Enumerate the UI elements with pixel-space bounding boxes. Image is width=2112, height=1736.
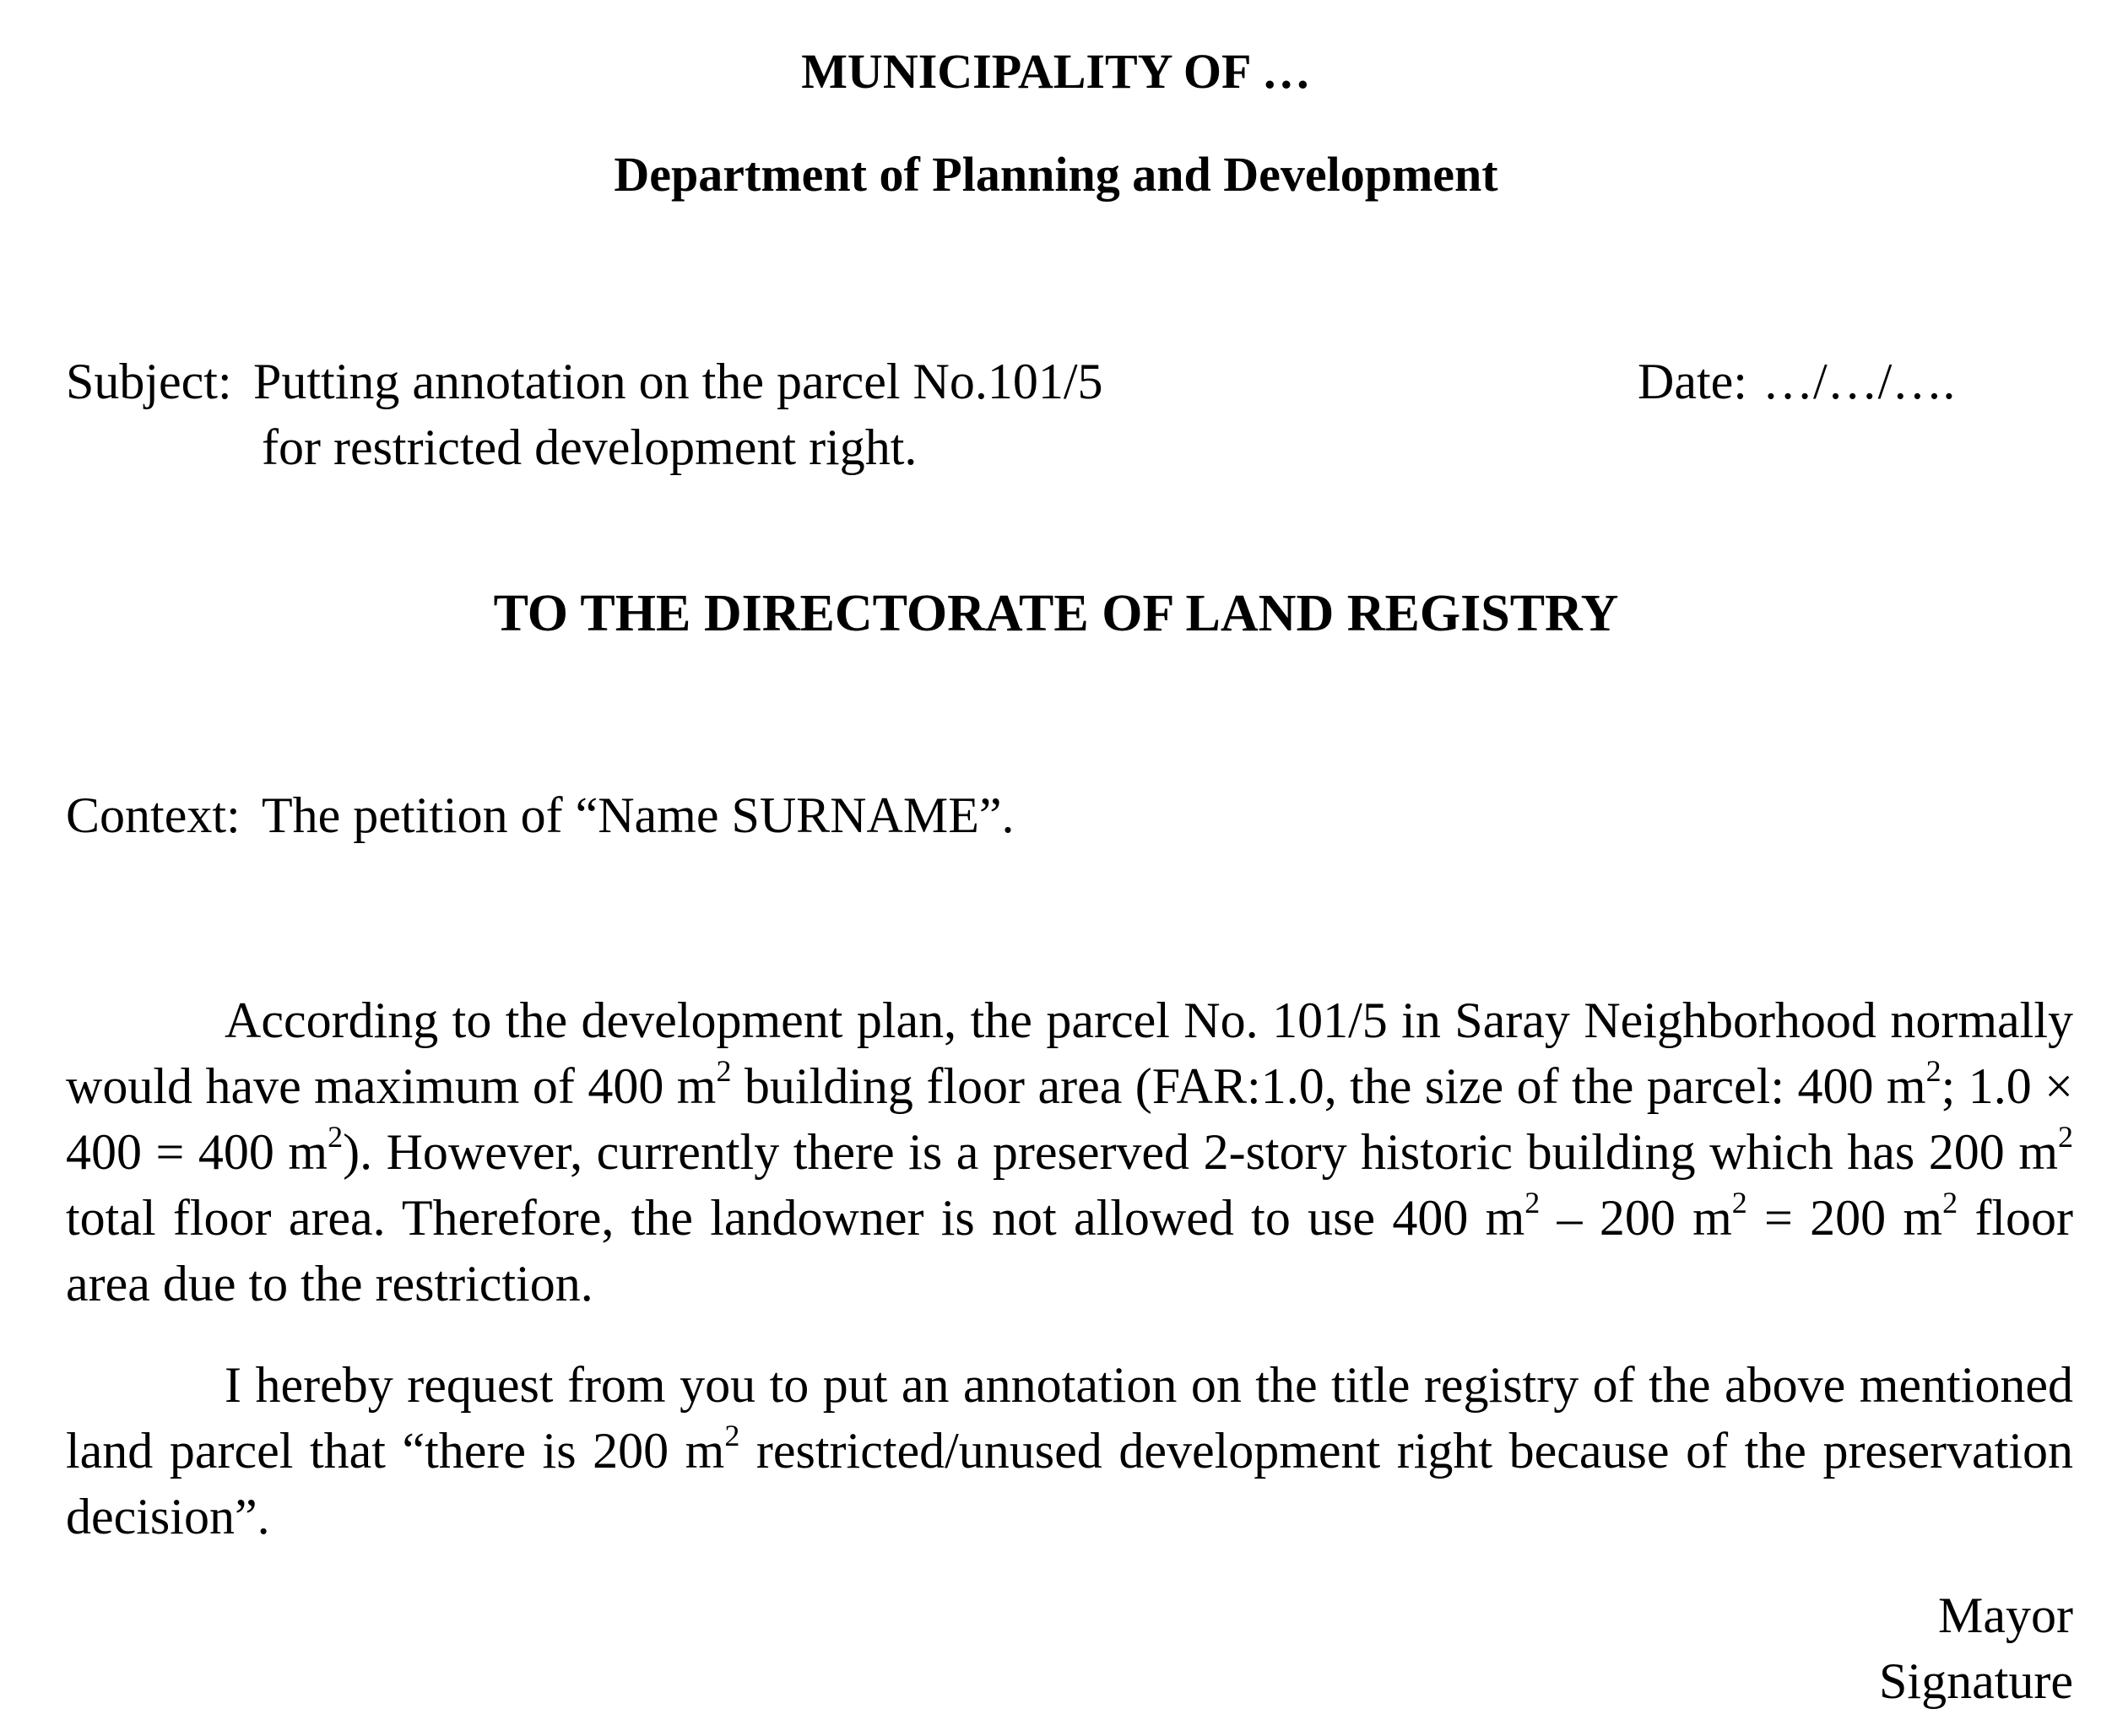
paragraph-1-segment: ; 1.0 × 400 = 400 m [66,1058,2073,1180]
superscript-two: 2 [1942,1186,1958,1220]
superscript-two: 2 [2058,1120,2073,1154]
context-label: Context: [66,787,241,843]
paragraph-1-segment: ). However, currently there is a preserved 2-story historic building which has 200 m [343,1124,2058,1180]
superscript-two: 2 [328,1120,344,1154]
municipality-heading: MUNICIPALITY OF … [801,44,1311,99]
body-paragraph-2: I hereby request from you to put an annotation on the title registry of the above mentioned land parcel that “there is 200 $m^2$ restricted/unused development right because of the preservation decision”. [66,1357,2073,1544]
date-label: Date: [1638,354,1747,409]
paragraph-1-segment: – 200 m [1540,1190,1732,1246]
body-paragraph-1 [66,987,2073,1317]
superscript-two: 2 [1524,1186,1541,1220]
addressee-heading: TO THE DIRECTORATE OF LAND REGISTRY [493,585,1619,642]
paragraph-1-segment: According to the development plan, the parcel No. 101/5 in Saray Neighborhood normally would have maximum of 400 m [66,992,2073,1114]
mayor-title: Mayor [1938,1587,2073,1643]
signature-line: Signature [1879,1653,2073,1709]
context-value: The petition of “Name SURNAME”. [262,787,1015,843]
paragraph-1-segment: building floor area (FAR:1.0, the size of the parcel: 400 m [731,1058,1926,1114]
paragraph-1-segment: total floor area. Therefore, the landowner is not allowed to use 400 m [66,1190,1525,1246]
date-value: …/…/…. [1763,354,1956,409]
superscript-two: 2 [1731,1186,1747,1220]
subject-text-line-2: for restricted development right. [262,419,918,475]
paragraph-1-segment: floor area due to the restriction. [66,1190,2073,1311]
paragraph-1-segment: = 200 m [1746,1190,1943,1246]
superscript-two: 2 [1925,1054,1941,1088]
superscript-two: 2 [716,1054,732,1088]
subject-text-line-1: Putting annotation on the parcel No.101/5 [253,354,1103,409]
department-heading: Department of Planning and Development [614,147,1498,202]
subject-label: Subject: [66,354,232,409]
